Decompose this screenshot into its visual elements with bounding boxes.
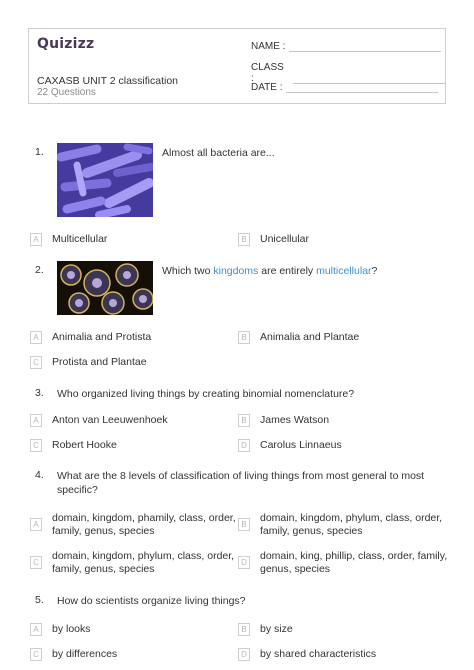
class-label: CLASS : bbox=[251, 62, 284, 84]
option-letter: A bbox=[30, 233, 42, 246]
date-line[interactable] bbox=[286, 82, 438, 93]
option-text: by size bbox=[260, 623, 293, 635]
option-letter: C bbox=[30, 648, 42, 661]
option-b[interactable] bbox=[238, 623, 293, 636]
question-number: 1. bbox=[35, 146, 44, 158]
option-letter: B bbox=[238, 518, 250, 531]
option-letter: B bbox=[238, 233, 250, 246]
option-text: by differences bbox=[52, 648, 118, 660]
option-d[interactable] bbox=[238, 550, 447, 576]
date-label: DATE : bbox=[251, 82, 283, 93]
option-text-line: domain, kingdom, phylum, class, order, bbox=[52, 550, 235, 562]
question-text bbox=[57, 469, 424, 497]
option-text bbox=[260, 550, 447, 576]
option-letter: C bbox=[30, 556, 42, 569]
option-text: Anton van Leeuwenhoek bbox=[52, 414, 168, 426]
question-text bbox=[162, 264, 377, 278]
option-a[interactable] bbox=[30, 623, 91, 636]
option-d[interactable] bbox=[238, 439, 342, 452]
name-label: NAME : bbox=[251, 41, 286, 52]
option-text: Robert Hooke bbox=[52, 439, 117, 451]
option-text-line: genus, species bbox=[260, 563, 331, 575]
option-b[interactable] bbox=[238, 331, 359, 344]
option-letter: D bbox=[238, 556, 250, 569]
quizizz-logo: Quizizz bbox=[37, 36, 95, 52]
option-a[interactable] bbox=[30, 233, 107, 246]
question-text: Almost all bacteria are... bbox=[162, 147, 275, 159]
option-text: Unicellular bbox=[260, 233, 310, 245]
question-text-part: ? bbox=[371, 265, 378, 277]
option-text: Animalia and Plantae bbox=[260, 331, 360, 343]
question-number: 5. bbox=[35, 594, 44, 606]
option-b[interactable] bbox=[238, 233, 309, 246]
question-number: 3. bbox=[35, 387, 44, 399]
option-letter: A bbox=[30, 414, 42, 427]
worksheet-title: CAXASB UNIT 2 classification bbox=[37, 75, 179, 87]
class-field[interactable] bbox=[251, 62, 445, 84]
option-text: Multicellular bbox=[52, 233, 108, 245]
option-text: Carolus Linnaeus bbox=[260, 439, 342, 451]
option-letter: B bbox=[238, 623, 250, 636]
option-c[interactable] bbox=[30, 648, 117, 661]
cells-image bbox=[57, 261, 153, 315]
date-field[interactable] bbox=[251, 82, 438, 93]
option-a[interactable] bbox=[30, 512, 236, 538]
worksheet-header bbox=[28, 28, 446, 104]
question-count: 22 Questions bbox=[37, 87, 96, 98]
option-letter: A bbox=[30, 331, 42, 344]
option-b[interactable] bbox=[238, 512, 442, 538]
question-text: Who organized living things by creating binomial nomenclature? bbox=[57, 388, 355, 400]
option-d[interactable] bbox=[238, 648, 376, 661]
option-letter: C bbox=[30, 439, 42, 452]
option-c[interactable] bbox=[30, 550, 234, 576]
option-text bbox=[52, 512, 236, 538]
option-text: James Watson bbox=[260, 414, 330, 426]
bacteria-image bbox=[57, 143, 153, 217]
option-text: Animalia and Protista bbox=[52, 331, 152, 343]
question-text-part: Which two bbox=[162, 265, 214, 277]
option-text: Protista and Plantae bbox=[52, 356, 147, 368]
option-text-line: family, genus, species bbox=[260, 525, 363, 537]
question-text-line: specific? bbox=[57, 484, 98, 496]
option-letter: A bbox=[30, 518, 42, 531]
question-text-line: What are the 8 levels of classification of living things from most general to most bbox=[57, 470, 425, 482]
option-letter: B bbox=[238, 414, 250, 427]
highlight-multicellular: multicellular bbox=[316, 265, 372, 277]
option-text: by shared characteristics bbox=[260, 648, 377, 660]
option-text-line: family, genus, species bbox=[52, 525, 155, 537]
option-text-line: domain, kingdom, phylum, class, order, bbox=[260, 512, 443, 524]
name-line[interactable] bbox=[289, 41, 441, 52]
option-letter: B bbox=[238, 331, 250, 344]
option-text-line: family, genus, species bbox=[52, 563, 155, 575]
option-c[interactable] bbox=[30, 439, 117, 452]
option-letter: D bbox=[238, 648, 250, 661]
name-field[interactable] bbox=[251, 41, 441, 52]
highlight-kingdoms: kingdoms bbox=[213, 265, 259, 277]
question-text: How do scientists organize living things? bbox=[57, 595, 246, 607]
option-text bbox=[260, 512, 442, 538]
option-c[interactable] bbox=[30, 356, 147, 369]
option-b[interactable] bbox=[238, 414, 329, 427]
option-letter: D bbox=[238, 439, 250, 452]
question-number: 4. bbox=[35, 469, 44, 481]
option-letter: A bbox=[30, 623, 42, 636]
option-text bbox=[52, 550, 234, 576]
option-letter: C bbox=[30, 356, 42, 369]
option-text-line: domain, kingdom, phamily, class, order, bbox=[52, 512, 236, 524]
option-text-line: domain, king, phillip, class, order, family, bbox=[260, 550, 448, 562]
option-text: by looks bbox=[52, 623, 91, 635]
question-number: 2. bbox=[35, 264, 44, 276]
option-a[interactable] bbox=[30, 414, 168, 427]
question-text-part: are entirely bbox=[258, 265, 317, 277]
option-a[interactable] bbox=[30, 331, 151, 344]
